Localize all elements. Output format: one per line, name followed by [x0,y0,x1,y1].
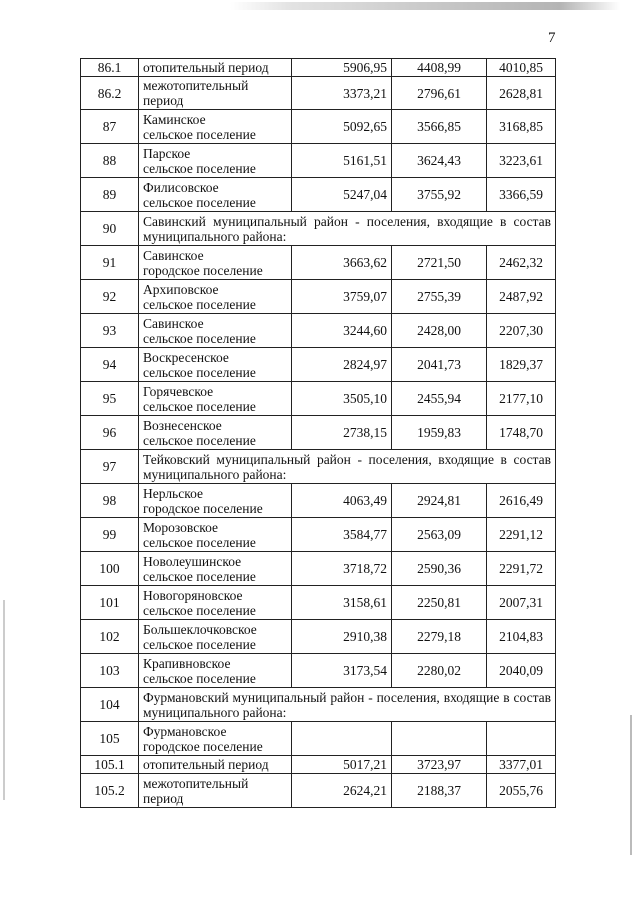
table-row [81,756,556,774]
value-cell-3: 2040,09 [487,654,556,688]
value-cell-3: 2207,30 [487,314,556,348]
value-cell-3: 3168,85 [487,110,556,144]
value-cell-3: 2104,83 [487,620,556,654]
value-cell-2: 2721,50 [392,246,487,280]
value-cell-2: 2755,39 [392,280,487,314]
row-number: 86.1 [81,59,139,77]
district-heading: Тейковский муниципальный район - поселения, входящие в состав муниципального района: [139,450,556,484]
row-number: 98 [81,484,139,518]
settlement-name: Воскресенское сельское поселение [139,348,292,382]
value-cell-1: 2738,15 [292,416,392,450]
table-row [81,314,556,348]
value-cell-1: 3759,07 [292,280,392,314]
row-number: 96 [81,416,139,450]
value-cell-3: 1748,70 [487,416,556,450]
value-cell-3: 2628,81 [487,77,556,110]
value-cell-1: 2910,38 [292,620,392,654]
value-cell-2: 2455,94 [392,382,487,416]
district-heading: Савинский муниципальный район - поселения, входящие в состав муниципального района: [139,212,556,246]
row-number: 94 [81,348,139,382]
value-cell-1: 2824,97 [292,348,392,382]
value-cell-3 [487,722,556,756]
table-row [81,110,556,144]
value-cell-2: 2279,18 [392,620,487,654]
row-number: 87 [81,110,139,144]
row-number: 93 [81,314,139,348]
scan-artifact-top [20,2,620,10]
table-row [81,774,556,808]
table-row [81,212,556,246]
district-heading: Фурмановский муниципальный район - поселения, входящие в состав муниципального района: [139,688,556,722]
value-cell-1: 3663,62 [292,246,392,280]
row-number: 105 [81,722,139,756]
value-cell-2: 2563,09 [392,518,487,552]
table-row [81,348,556,382]
row-number: 105.1 [81,756,139,774]
value-cell-1: 3173,54 [292,654,392,688]
row-number: 99 [81,518,139,552]
scan-artifact-right [630,715,632,855]
row-number: 100 [81,552,139,586]
value-cell-1: 5092,65 [292,110,392,144]
table-row [81,280,556,314]
table-row [81,382,556,416]
value-cell-2: 3723,97 [392,756,487,774]
value-cell-1: 2624,21 [292,774,392,808]
table-row [81,484,556,518]
row-number: 88 [81,144,139,178]
table-row [81,416,556,450]
settlement-name: Новолеушинское сельское поселение [139,552,292,586]
table-row [81,722,556,756]
settlement-name: Нерльское городское поселение [139,484,292,518]
row-number: 97 [81,450,139,484]
settlement-name: межотопительный период [139,77,292,110]
settlement-name: Большеклочковское сельское поселение [139,620,292,654]
settlement-name: Каминское сельское поселение [139,110,292,144]
value-cell-1: 5906,95 [292,59,392,77]
settlement-name: отопительный период [139,59,292,77]
table-row [81,246,556,280]
scan-artifact-left [3,600,5,800]
settlement-name: Парское сельское поселение [139,144,292,178]
row-number: 103 [81,654,139,688]
table-row [81,450,556,484]
value-cell-3: 2291,12 [487,518,556,552]
row-number: 89 [81,178,139,212]
settlement-name: Морозовское сельское поселение [139,518,292,552]
table-row [81,620,556,654]
table-row [81,518,556,552]
value-cell-2: 2280,02 [392,654,487,688]
value-cell-3: 4010,85 [487,59,556,77]
value-cell-3: 2177,10 [487,382,556,416]
value-cell-1: 3244,60 [292,314,392,348]
table-row [81,552,556,586]
row-number: 90 [81,212,139,246]
value-cell-1 [292,722,392,756]
value-cell-2: 3624,43 [392,144,487,178]
table-row [81,586,556,620]
page-number: 7 [548,30,556,46]
value-cell-3: 3366,59 [487,178,556,212]
value-cell-1: 5161,51 [292,144,392,178]
value-cell-2 [392,722,487,756]
value-cell-3: 1829,37 [487,348,556,382]
settlement-name: отопительный период [139,756,292,774]
settlement-name: Архиповское сельское поселение [139,280,292,314]
value-cell-1: 4063,49 [292,484,392,518]
row-number: 104 [81,688,139,722]
value-cell-2: 1959,83 [392,416,487,450]
value-cell-3: 3223,61 [487,144,556,178]
value-cell-2: 3566,85 [392,110,487,144]
settlement-name: межотопительный период [139,774,292,808]
table-row [81,144,556,178]
settlement-name: Вознесенское сельское поселение [139,416,292,450]
settlement-name: Новогоряновское сельское поселение [139,586,292,620]
table-row [81,688,556,722]
tariff-table [80,58,556,808]
settlement-name: Фурмановское городское поселение [139,722,292,756]
value-cell-2: 2250,81 [392,586,487,620]
value-cell-3: 3377,01 [487,756,556,774]
settlement-name: Крапивновское сельское поселение [139,654,292,688]
row-number: 92 [81,280,139,314]
value-cell-1: 3505,10 [292,382,392,416]
settlement-name: Филисовское сельское поселение [139,178,292,212]
value-cell-3: 2291,72 [487,552,556,586]
row-number: 102 [81,620,139,654]
value-cell-2: 3755,92 [392,178,487,212]
row-number: 91 [81,246,139,280]
value-cell-1: 5247,04 [292,178,392,212]
value-cell-3: 2007,31 [487,586,556,620]
value-cell-1: 3718,72 [292,552,392,586]
value-cell-2: 2188,37 [392,774,487,808]
value-cell-3: 2487,92 [487,280,556,314]
value-cell-2: 4408,99 [392,59,487,77]
settlement-name: Савинское городское поселение [139,246,292,280]
value-cell-2: 2924,81 [392,484,487,518]
row-number: 105.2 [81,774,139,808]
table-row [81,654,556,688]
value-cell-3: 2462,32 [487,246,556,280]
value-cell-3: 2055,76 [487,774,556,808]
value-cell-3: 2616,49 [487,484,556,518]
value-cell-2: 2796,61 [392,77,487,110]
settlement-name: Савинское сельское поселение [139,314,292,348]
settlement-name: Горячевское сельское поселение [139,382,292,416]
row-number: 101 [81,586,139,620]
value-cell-1: 3584,77 [292,518,392,552]
row-number: 86.2 [81,77,139,110]
value-cell-1: 5017,21 [292,756,392,774]
table-row [81,59,556,77]
row-number: 95 [81,382,139,416]
table-row [81,178,556,212]
value-cell-2: 2590,36 [392,552,487,586]
value-cell-2: 2041,73 [392,348,487,382]
table-row [81,77,556,110]
value-cell-1: 3158,61 [292,586,392,620]
value-cell-2: 2428,00 [392,314,487,348]
value-cell-1: 3373,21 [292,77,392,110]
